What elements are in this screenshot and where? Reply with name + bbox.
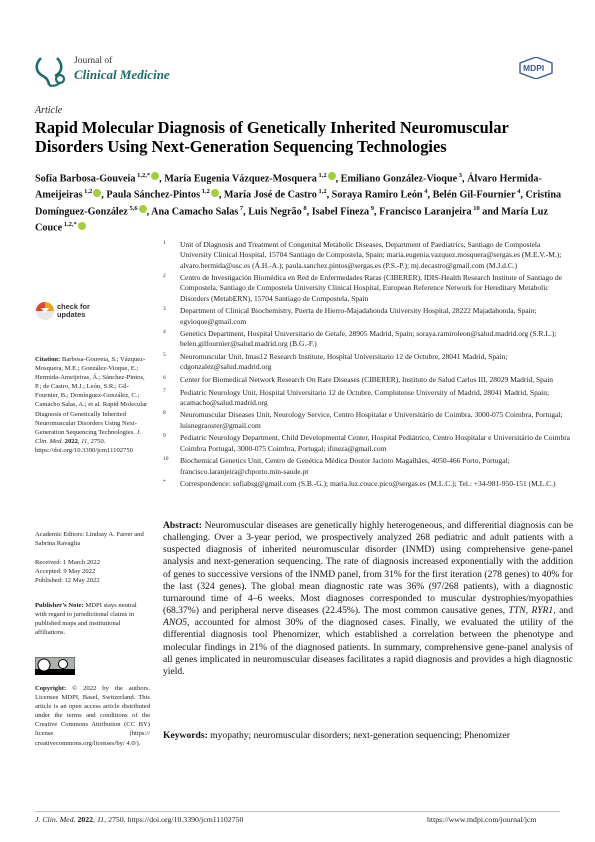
author-affiliation-ref: 1,2: [200, 188, 210, 196]
author-separator: and: [479, 206, 502, 218]
orcid-icon[interactable]: [139, 205, 147, 213]
article-dates: [35, 558, 150, 585]
author-affiliation-ref: 1,2,*: [135, 172, 151, 179]
abstract-label: Abstract:: [163, 520, 202, 531]
orcid-icon[interactable]: [151, 172, 159, 180]
author-name: Sofía Barbosa-Gouveia: [35, 173, 136, 185]
affiliation-item: [163, 306, 573, 327]
affiliation-text: Biochemical Genetics Unit, Centro de Genética Médica Doutor Jacinto Magalhães, 4050-466 Porto, Portugal; francisco.laranjeira@chporto.min-saude.pt: [180, 456, 510, 476]
author-separator: ,: [462, 173, 468, 185]
accepted-date: Accepted: 9 May 2022: [35, 568, 96, 576]
mdpi-logo-text: MDPI: [523, 63, 545, 73]
received-date: Received: 1 March 2022: [35, 559, 101, 566]
author-separator: ,: [101, 189, 107, 201]
author-separator: ,: [326, 189, 332, 201]
keywords: Keywords: myopathy; neuromuscular disorders; next-generation sequencing; Phenomizer: [163, 730, 510, 741]
author-separator: ,: [159, 173, 165, 185]
published-date: Published: 12 May 2022: [35, 577, 100, 585]
footer-divider: [35, 811, 560, 812]
affiliation-text: Unit of Diagnosis and Treatment of Congenital Metabolic Diseases, Department of Paediatrics, Santiago de Compostela University Clinical Hospital, 15704 Santiago de Compostela, Spain; maria.eugenia.vazquez.mosquera@sergas.es (M.E.V.-M.); alvaro.hermida@usc.es (Á.H.-A.); paula.sanchez.pintos@sergas.es (P.S.-P.); mj.decastro@gmail.com (M.J.d.C.): [180, 240, 562, 270]
author-name: Emiliano González-Vioque: [340, 173, 458, 185]
author-separator: ,: [243, 206, 249, 218]
affiliation-item: [163, 273, 573, 304]
author-affiliation-ref: 7: [238, 204, 244, 212]
author-separator: ,: [335, 173, 341, 185]
affiliation-text: Genetics Department, Hospital Universitario de Getafe, 28905 Madrid, Spain; soraya.ramiroleon@salud.madrid.org (S.R.L.); belen.gilfournier@salud.madrid.org (B.G.-F.): [180, 329, 557, 349]
affiliation-number: 10: [163, 456, 169, 463]
author-affiliation-ref: 1,2: [316, 172, 327, 179]
affiliation-item: [163, 433, 573, 454]
author-affiliation-ref: 10: [471, 204, 480, 212]
author-name: Luis Negrão: [248, 206, 302, 218]
footer-citation: J. Clin. Med. 2022, 11, 2750. https://doi.org/10.3390/jcm11102750: [35, 815, 244, 824]
affiliation-item: [163, 388, 573, 409]
publisher-note: Publisher’s Note: MDPI stays neutral with regard to jurisdictional claims in published maps and institutional affiliations.: [35, 602, 137, 637]
author-affiliation-ref: 1,2,*: [62, 221, 77, 229]
affiliation-text: Neuromuscular Diseases Unit, Neurology Service, Centro Hospitalar e Universitário de Coimbra, 3000-075 Coimbra, Portugal; luisnegraoster@gmail.com: [180, 410, 563, 430]
author-name: Paula Sánchez-Pintos: [106, 189, 201, 201]
affiliation-text: Correspondence: sofiabsg@gmail.com (S.B.-G.); maria.luz.couce.pico@sergas.es (M.L.C.); Tel.: +34-981-950-151 (M.L.C.): [180, 479, 556, 489]
author-list: [35, 169, 575, 235]
author-affiliation-ref: 1,2: [82, 188, 93, 196]
copyright-notice: Copyright: © 2022 by the authors. Licensee MDPI, Basel, Switzerland. This article is an open access article distributed under the terms and conditions of the Creative Commons Attribution (CC BY) license (https:// creativecommons.org/licenses/by/ 4.0/).: [35, 685, 150, 747]
author-name: Belén Gil-Fournier: [432, 189, 516, 201]
affiliation-item: [163, 375, 573, 385]
affiliation-item: [163, 456, 573, 477]
author-name: María Eugenia Vázquez-Mosquera: [164, 173, 317, 185]
journal-logo-icon: [33, 54, 67, 88]
author-name: Álvaro Hermida-Ameijeiras: [35, 173, 542, 201]
affiliation-text: Center for Biomedical Network Research On Rare Diseases (CIBERER), Instituto de Salud Carlos III, 28029 Madrid, Spain: [180, 374, 554, 384]
cc-by-license-icon[interactable]: [35, 657, 75, 675]
mdpi-logo[interactable]: [519, 57, 553, 79]
keywords-label: Keywords:: [163, 730, 208, 741]
affiliation-number: 6: [163, 374, 166, 381]
orcid-icon[interactable]: [328, 172, 336, 180]
check-updates-icon: [36, 302, 54, 320]
affiliation-number: 5: [163, 352, 166, 359]
affiliation-text: Pediatric Neurology Department, Child Developmental Center, Hospital Pediátrico, Centro Hospitalar e Universitário de Coimbra Coimbra Portugal, 3000-075 Coimbra, Portugal; ifineza@gmail.com: [180, 433, 571, 453]
journal-of-label: Journal of: [74, 56, 113, 66]
author-affiliation-ref: 3: [457, 172, 463, 179]
check-updates-label[interactable]: check for updates: [57, 302, 90, 319]
affiliation-number: 7: [163, 387, 166, 394]
affiliation-number: 4: [163, 329, 166, 336]
author-affiliation-ref: 4: [515, 188, 521, 196]
footer-journal-url[interactable]: https://www.mdpi.com/journal/jcm: [427, 815, 537, 824]
author-name: María Luz Couce: [35, 206, 548, 234]
author-separator: ,: [520, 189, 526, 201]
affiliation-item: [163, 352, 573, 373]
author-separator: ,: [146, 206, 152, 218]
orcid-icon[interactable]: [78, 222, 86, 230]
affiliation-number: 3: [163, 306, 166, 313]
affiliation-item: [163, 329, 573, 350]
affiliation-list: [163, 240, 573, 492]
affiliation-item: [163, 479, 573, 489]
author-separator: ,: [218, 189, 224, 201]
author-separator: ,: [306, 206, 312, 218]
affiliation-number: *: [163, 479, 166, 486]
author-name: María José de Castro: [223, 189, 317, 201]
author-separator: ,: [374, 206, 380, 218]
orcid-icon[interactable]: [211, 189, 219, 197]
affiliation-number: 1: [163, 240, 166, 246]
author-name: Cristina Domínguez-González: [35, 189, 562, 218]
author-affiliation-ref: 8: [301, 204, 307, 212]
affiliation-number: 9: [163, 433, 166, 440]
academic-editors: Academic Editors: Lindsay A. Farrer and Sabrina Ravaglia: [35, 531, 144, 548]
citation-block: Citation: Barbosa-Gouveia, S.; Vázquez-Mosquera, M.E.; González-Vioque, E.; Hermida-Ameijeiras, Á.; Sánchez-Pintos, P.; de Castro, M.J.; León, S.R.; Gil-Fournier, B.; Domínguez-González, C.; Camacho Salas, A.; et al. Rapid Molecular Diagnosis of Genetically Inherited Neuromuscular Disorders Using Next-Generation Sequencing Technologies. J. Clin. Med. 2022, 11, 2750. https://doi.org/10.3390/jcm11102750: [35, 356, 148, 454]
affiliation-number: 8: [163, 410, 166, 417]
affiliation-text: Department of Clinical Biochemistry, Puerta de Hierro-Majadahonda University Hospital, 28222 Majadahonda, Spain; egvioque@gmail.com: [180, 306, 537, 326]
author-affiliation-ref: 9: [369, 204, 375, 212]
affiliation-text: Centro de Investigación Biomédica en Red de Enfermedades Raras (CIBERER), IDIS-Health Research Institute of Santiago de Compostela, Santiago de Compostela University Clinical Hospital, European Reference Network for Hereditary Metabolic Disorders (MetabERN), 15704 Santiago de Compostela, Spain: [180, 273, 562, 303]
affiliation-item: [163, 240, 573, 271]
affiliation-item: [163, 410, 573, 431]
author-name: Soraya Ramiro León: [331, 189, 423, 201]
author-name: Ana Camacho Salas: [151, 206, 239, 218]
affiliation-text: Pediatric Neurology Unit, Hospital Universitario 12 de Octubre, Complutense University of Madrid, 28041 Madrid, Spain; acamacho@salud.madrid.org: [180, 387, 550, 407]
article-type: Article: [35, 105, 63, 116]
author-affiliation-ref: 4: [422, 188, 428, 196]
affiliation-text: Neuromuscular Unit, Imas12 Research Institute, Hospital Universitario 12 de Octubre, 28041 Madrid, Spain; cdgonzalez@salud.madrid.org: [180, 352, 508, 372]
journal-name: Clinical Medicine: [74, 67, 170, 82]
abstract: Abstract: Neuromuscular diseases are genetically highly heterogeneous, and differential diagnosis can be challenging. Over a 3-year period, we prospectively analyzed 268 pediatric and adult patients with a suspected diagnosis of inherited neuromuscular disorder (INMD) using comprehensive gene-panel analysis and next-generation sequencing. The rate of diagnosis increased exponentially with the addition of genes to successive versions of the INMD panel, from 31% for the first iteration (278 genes) to 40% for the last (324 genes). The global mean diagnostic rate was 36% (97/268 patients), with a diagnostic turnaround time of 4–6 weeks. Most diagnoses corresponded to muscular dystrophies/myopathies (68.37%) and peripheral nerve diseases (22.45%). The most common causative genes, TTN, RYR1, and ANO5, accounted for almost 30% of the diagnosed cases. Finally, we evaluated the utility of the differential diagnosis tool Phenomizer, which established a correlation between the phenotype and molecular findings in 21% of the diagnosed patients. In summary, comprehensive gene-panel analysis of all genes implicated in neuromuscular diseases facilitates a rapid diagnosis and provides a high diagnostic yield.: [163, 520, 573, 677]
author-affiliation-ref: 1,2: [316, 188, 327, 196]
author-separator: ,: [427, 189, 433, 201]
author-name: Francisco Laranjeira: [379, 206, 472, 218]
author-name: Isabel Fineza: [311, 206, 370, 218]
affiliation-number: 2: [163, 273, 166, 280]
author-affiliation-ref: 5,6: [127, 204, 138, 212]
article-title: Rapid Molecular Diagnosis of Genetically Inherited Neuromuscular Disorders Using Next-Generation Sequencing Technologies: [35, 118, 509, 156]
